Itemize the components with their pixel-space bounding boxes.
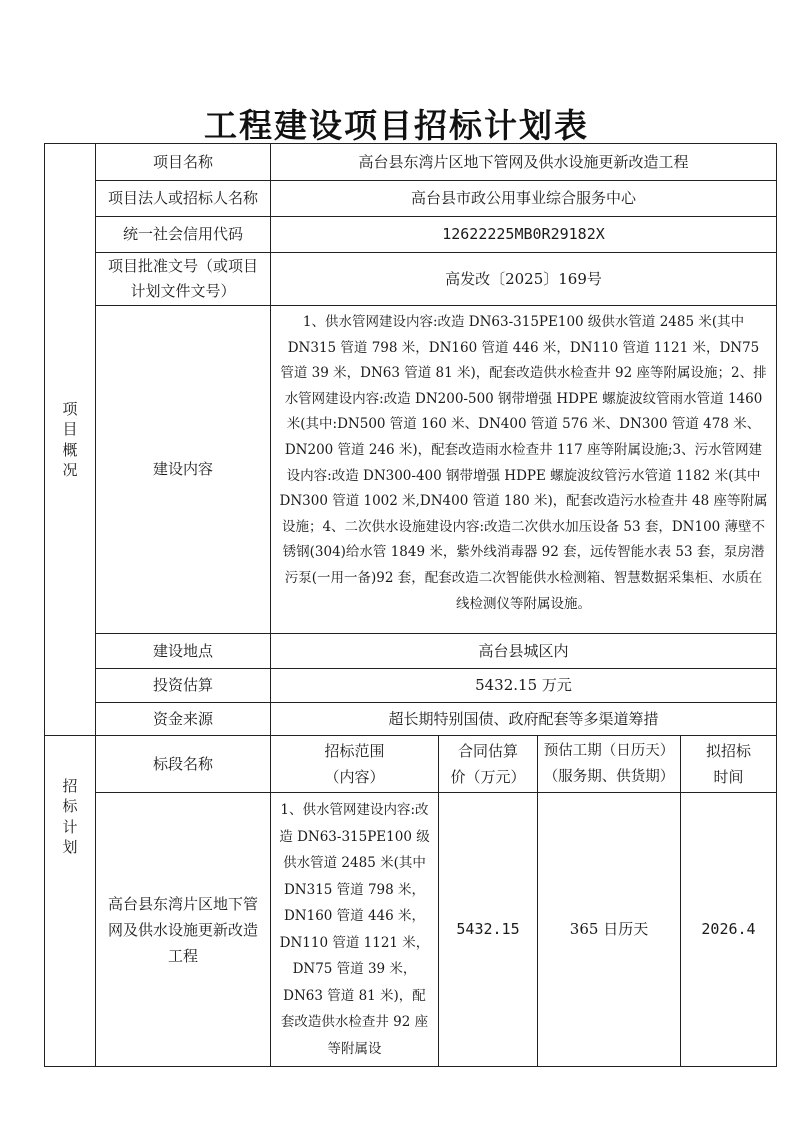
header-tender-scope: 招标范围 （内容） (271, 736, 439, 793)
document-title: 工程建设项目招标计划表 (204, 106, 589, 145)
value-funding-source: 超长期特别国债、政府配套等多渠道筹措 (271, 703, 777, 736)
lot-scope: 1、供水管网建设内容:改造 DN63-315PE100 级供水管道 2485 米(其中 DN315 管道 798 米，DN160 管道 446 米，DN110 管道 1121 米，DN75 管道 39 米，DN63 管道 81 米)，配套改造供水检查井 92 座等附属设 (271, 793, 439, 1067)
label-credit-code: 统一社会信用代码 (96, 217, 271, 253)
label-approval-number: 项目批准文号（或项目计划文件文号） (96, 253, 271, 306)
header-estimated-period: 预估工期（日历天） （服务期、供货期） (538, 736, 681, 793)
tender-header-row (45, 736, 777, 793)
header-tender-time: 拟招标 时间 (681, 736, 777, 793)
label-location: 建设地点 (96, 634, 271, 669)
section-label-overview: 项 目 概 况 (45, 144, 96, 736)
row-location (45, 634, 777, 669)
value-approval-number: 高发改〔2025〕169号 (271, 253, 777, 306)
label-legal-person: 项目法人或招标人名称 (96, 181, 271, 217)
row-project-name (45, 144, 777, 181)
lot-tender-time: 2026.4 (681, 793, 777, 1067)
value-legal-person: 高台县市政公用事业综合服务中心 (271, 181, 777, 217)
value-project-name: 高台县东湾片区地下管网及供水设施更新改造工程 (271, 144, 777, 181)
label-investment: 投资估算 (96, 669, 271, 703)
row-legal-person (45, 181, 777, 217)
tender-plan-table (44, 143, 777, 1067)
label-construction-content: 建设内容 (96, 306, 271, 634)
lot-name: 高台县东湾片区地下管网及供水设施更新改造工程 (96, 793, 271, 1067)
row-credit-code (45, 217, 777, 253)
row-construction-content (45, 306, 777, 634)
value-credit-code: 12622225MB0R29182X (271, 217, 777, 253)
row-approval-number (45, 253, 777, 306)
section-label-tender-plan: 招 标 计 划 (45, 736, 96, 1067)
header-lot-name: 标段名称 (96, 736, 271, 793)
label-project-name: 项目名称 (96, 144, 271, 181)
lot-period: 365 日历天 (538, 793, 681, 1067)
row-funding-source (45, 703, 777, 736)
header-contract-price: 合同估算 价（万元） (439, 736, 538, 793)
label-funding-source: 资金来源 (96, 703, 271, 736)
value-construction-content: 1、供水管网建设内容:改造 DN63-315PE100 级供水管道 2485 米(其中 DN315 管道 798 米，DN160 管道 446 米，DN110 管道 1121 米，DN75 管道 39 米，DN63 管道 81 米)，配套改造供水检查井 92 座等附属设施；2、排水管网建设内容:改造 DN200-500 钢带增强 HDPE 螺旋波纹管雨水管道 1460 米(其中:DN500 管道 160 米、DN400 管道 576 米、DN300 管道 478 米、DN200 管道 246 米)，配套改造雨水检查井 117 座等附属设施;3、污水管网建设内容:改造 DN300-400 钢带增强 HDPE 螺旋波纹管污水管道 1182 米(其中 DN300 管道 1002 米,DN400 管道 180 米)，配套改造污水检查井 48 座等附属设施；4、二次供水设施建设内容:改造二次供水加压设备 53 套，DN100 薄壁不锈钢(304)给水管 1849 米，紫外线消毒器 92 套，远传智能水表 53 套，泵房潜污泵(一用一备)92 套，配套改造二次智能供水检测箱、智慧数据采集柜、水质在线检测仪等附属设施。 (271, 306, 777, 634)
row-investment (45, 669, 777, 703)
lot-contract-price: 5432.15 (439, 793, 538, 1067)
value-location: 高台县城区内 (271, 634, 777, 669)
value-investment: 5432.15 万元 (271, 669, 777, 703)
tender-row (45, 793, 777, 1067)
